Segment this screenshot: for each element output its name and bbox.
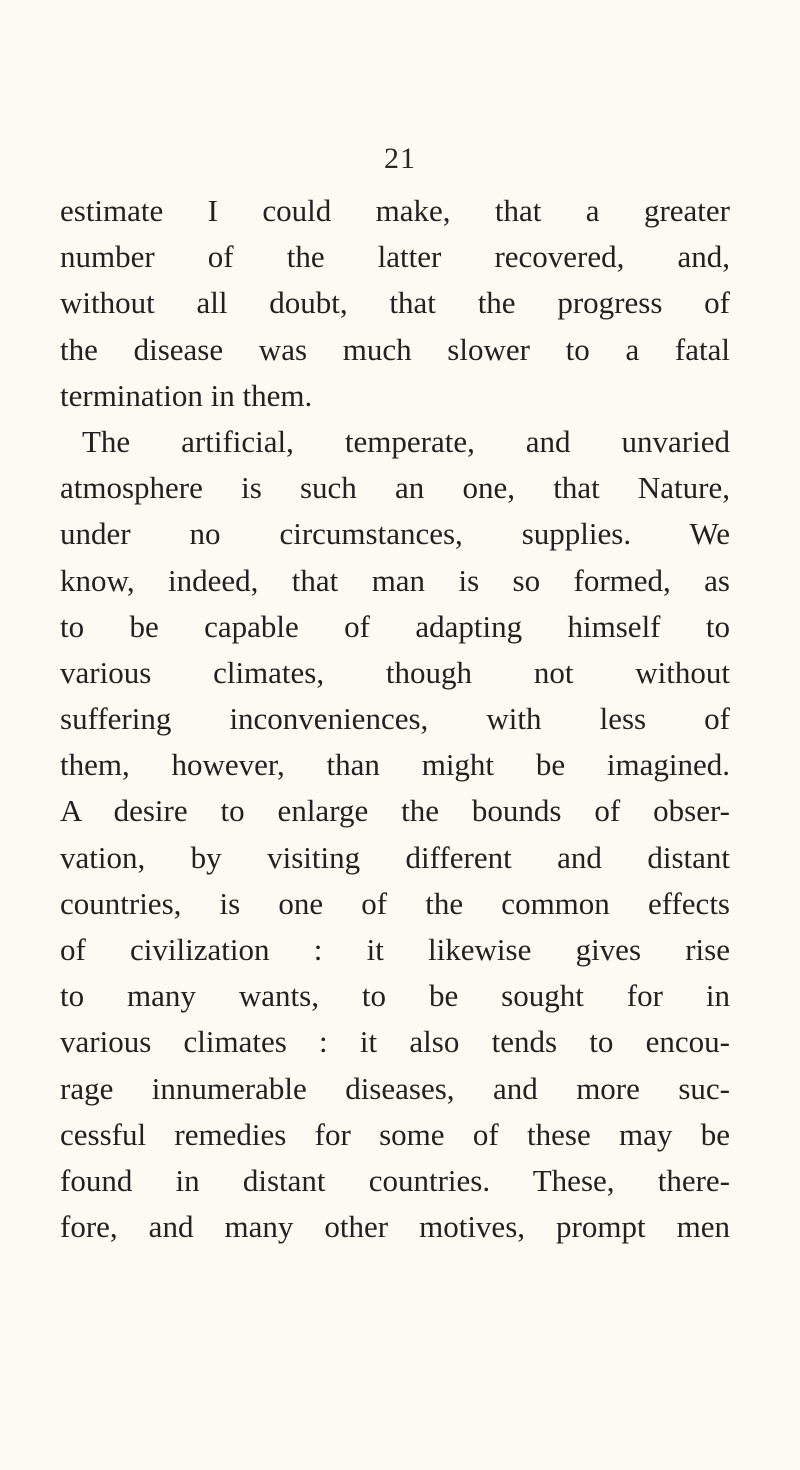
text-line: estimate I could make, that a greater xyxy=(60,193,730,228)
text-line: termination in them. xyxy=(60,377,313,413)
text-line: rage innumerable diseases, and more suc- xyxy=(60,1070,730,1106)
text-line: under no circumstances, supplies. We xyxy=(60,516,730,552)
text-line: the disease was much slower to a fatal xyxy=(60,331,730,367)
text-line: atmosphere is such an one, that Nature, xyxy=(60,470,730,506)
text-line: number of the latter recovered, and, xyxy=(60,239,730,275)
text-line: know, indeed, that man is so formed, as xyxy=(60,562,730,598)
text-line: suffering inconveniences, with less of xyxy=(60,701,730,737)
text-line: without all doubt, that the progress of xyxy=(60,285,730,321)
text-line: fore, and many other motives, prompt men xyxy=(60,1209,730,1245)
text-line: of civilization : it likewise gives rise xyxy=(60,932,730,967)
text-line: The artificial, temperate, and unvaried xyxy=(82,423,730,459)
body-text xyxy=(60,188,730,1250)
page-number: 21 xyxy=(384,142,416,175)
text-line: vation, by visiting different and distant xyxy=(60,839,730,875)
text-line: countries, is one of the common effects xyxy=(60,885,730,921)
text-line: A desire to enlarge the bounds of obser- xyxy=(60,793,730,829)
text-line: to be capable of adapting himself to xyxy=(60,608,730,644)
text-line: cessful remedies for some of these may be xyxy=(60,1116,730,1152)
text-line: various climates : it also tends to encou- xyxy=(60,1024,730,1060)
text-line: them, however, than might be imagined. xyxy=(60,747,730,783)
text-line: to many wants, to be sought for in xyxy=(60,978,730,1014)
text-line: various climates, though not without xyxy=(60,654,730,690)
text-line: found in distant countries. These, there- xyxy=(60,1162,730,1198)
